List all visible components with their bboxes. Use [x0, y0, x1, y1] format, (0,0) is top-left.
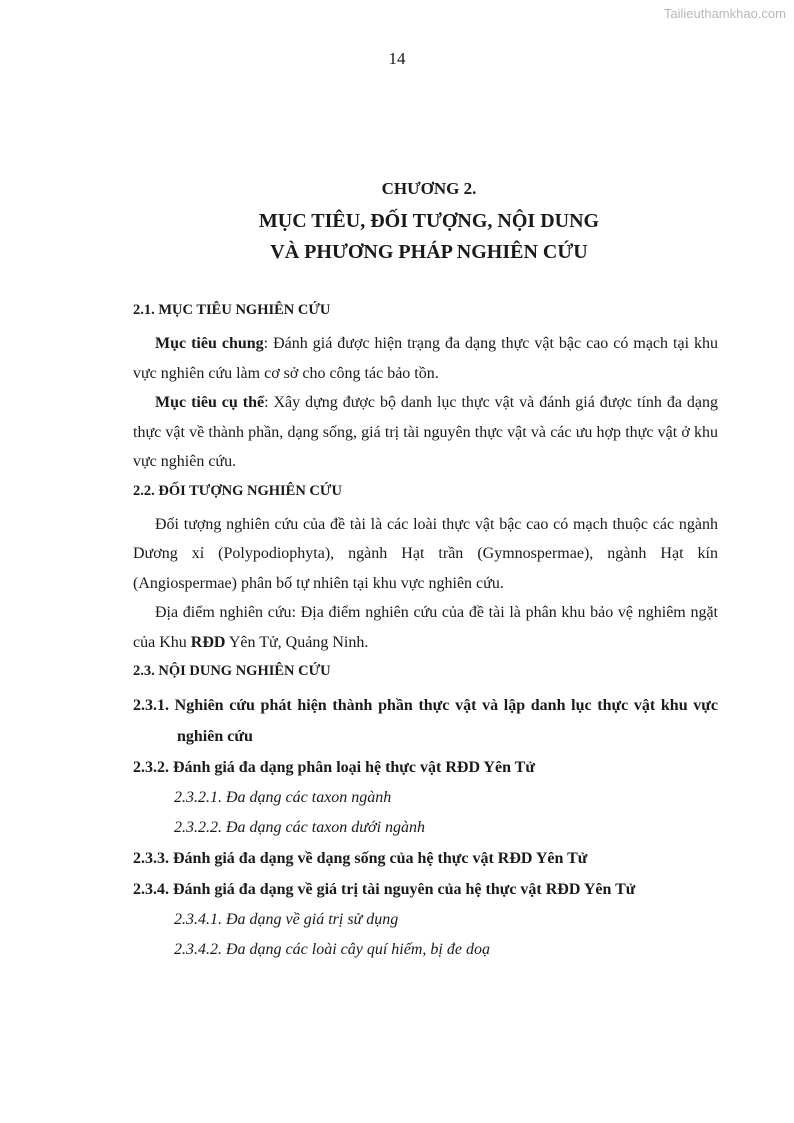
chapter-label: CHƯƠNG 2.: [381, 179, 477, 198]
general-objective-paragraph: [133, 329, 718, 388]
watermark: Tailieuthamkhao.com: [663, 6, 786, 21]
page-body: [133, 299, 718, 965]
subsection-2-3-4-2: 2.3.4.2. Đa dạng các loài cây quí hiếm, bị đe doạ: [174, 941, 490, 958]
research-location-text-end: Yên Tử, Quảng Ninh.: [225, 633, 369, 651]
section-heading-2-3: 2.3. NỘI DUNG NGHIÊN CỨU: [133, 663, 331, 679]
research-location-paragraph: [133, 598, 718, 657]
subsection-2-3-2-2: 2.3.2.2. Đa dạng các taxon dưới ngành: [174, 819, 426, 836]
section-heading-2-1: 2.1. MỤC TIÊU NGHIÊN CỨU: [133, 302, 331, 318]
research-location-text-start: Địa điểm nghiên cứu: Địa điểm nghiên cứu của đề tài là phân khu bảo vệ nghiêm ngặt của Khu: [133, 604, 718, 651]
specific-objective-paragraph: [133, 388, 718, 477]
subsection-2-3-4-1: 2.3.4.1. Đa dạng về giá trị sử dụng: [174, 911, 399, 928]
chapter-title-line-1: MỤC TIÊU, ĐỐI TƯỢNG, NỘI DUNG: [258, 210, 600, 232]
specific-objective-text: : Xây dựng được bộ danh lục thực vật và đánh giá được tính đa dạng thực vật về thành phần, dạng sống, giá trị tài nguyên thực vật và các ưu hợp thực vật ở khu vực nghiên cứu.: [133, 394, 719, 470]
subsection-2-3-4: 2.3.4. Đánh giá đa dạng về giá trị tài nguyên của hệ thực vật RĐD Yên Tử: [133, 881, 636, 898]
subsection-2-3-3: 2.3.3. Đánh giá đa dạng về dạng sống của hệ thực vật RĐD Yên Tử: [133, 850, 588, 867]
section-heading-2-2: 2.2. ĐỐI TƯỢNG NGHIÊN CỨU: [133, 482, 342, 499]
specific-objective-lead: Mục tiêu cụ thể: [155, 394, 265, 411]
research-object-paragraph: Đối tượng nghiên cứu của đề tài là các loài thực vật bậc cao có mạch thuộc các ngành Dương xỉ (Polypodiophyta), ngành Hạt trần (Gymnospermae), ngành Hạt kín (Angiospermae) phân bố tự nhiên tại khu vực nghiên cứu.: [133, 515, 718, 592]
research-location-bold: RĐD: [190, 633, 226, 651]
general-objective-lead: Mục tiêu chung: [155, 335, 264, 352]
subsection-2-3-2: 2.3.2. Đánh giá đa dạng phân loại hệ thực vật RĐD Yên Tử: [133, 759, 535, 776]
chapter-title-line-2: VÀ PHƯƠNG PHÁP NGHIÊN CỨU: [270, 241, 588, 263]
subsection-2-3-1: 2.3.1. Nghiên cứu phát hiện thành phần thực vật và lập danh lục thực vật khu vực nghiên cứu: [133, 697, 718, 745]
general-objective-text: : Đánh giá được hiện trạng đa dạng thực vật bậc cao có mạch tại khu vực nghiên cứu làm cơ sở cho công tác bảo tồn.: [133, 335, 719, 382]
chapter-heading: [0, 177, 794, 268]
subsection-2-3-2-1: 2.3.2.1. Đa dạng các taxon ngành: [174, 789, 392, 806]
page-number: 14: [388, 49, 406, 68]
